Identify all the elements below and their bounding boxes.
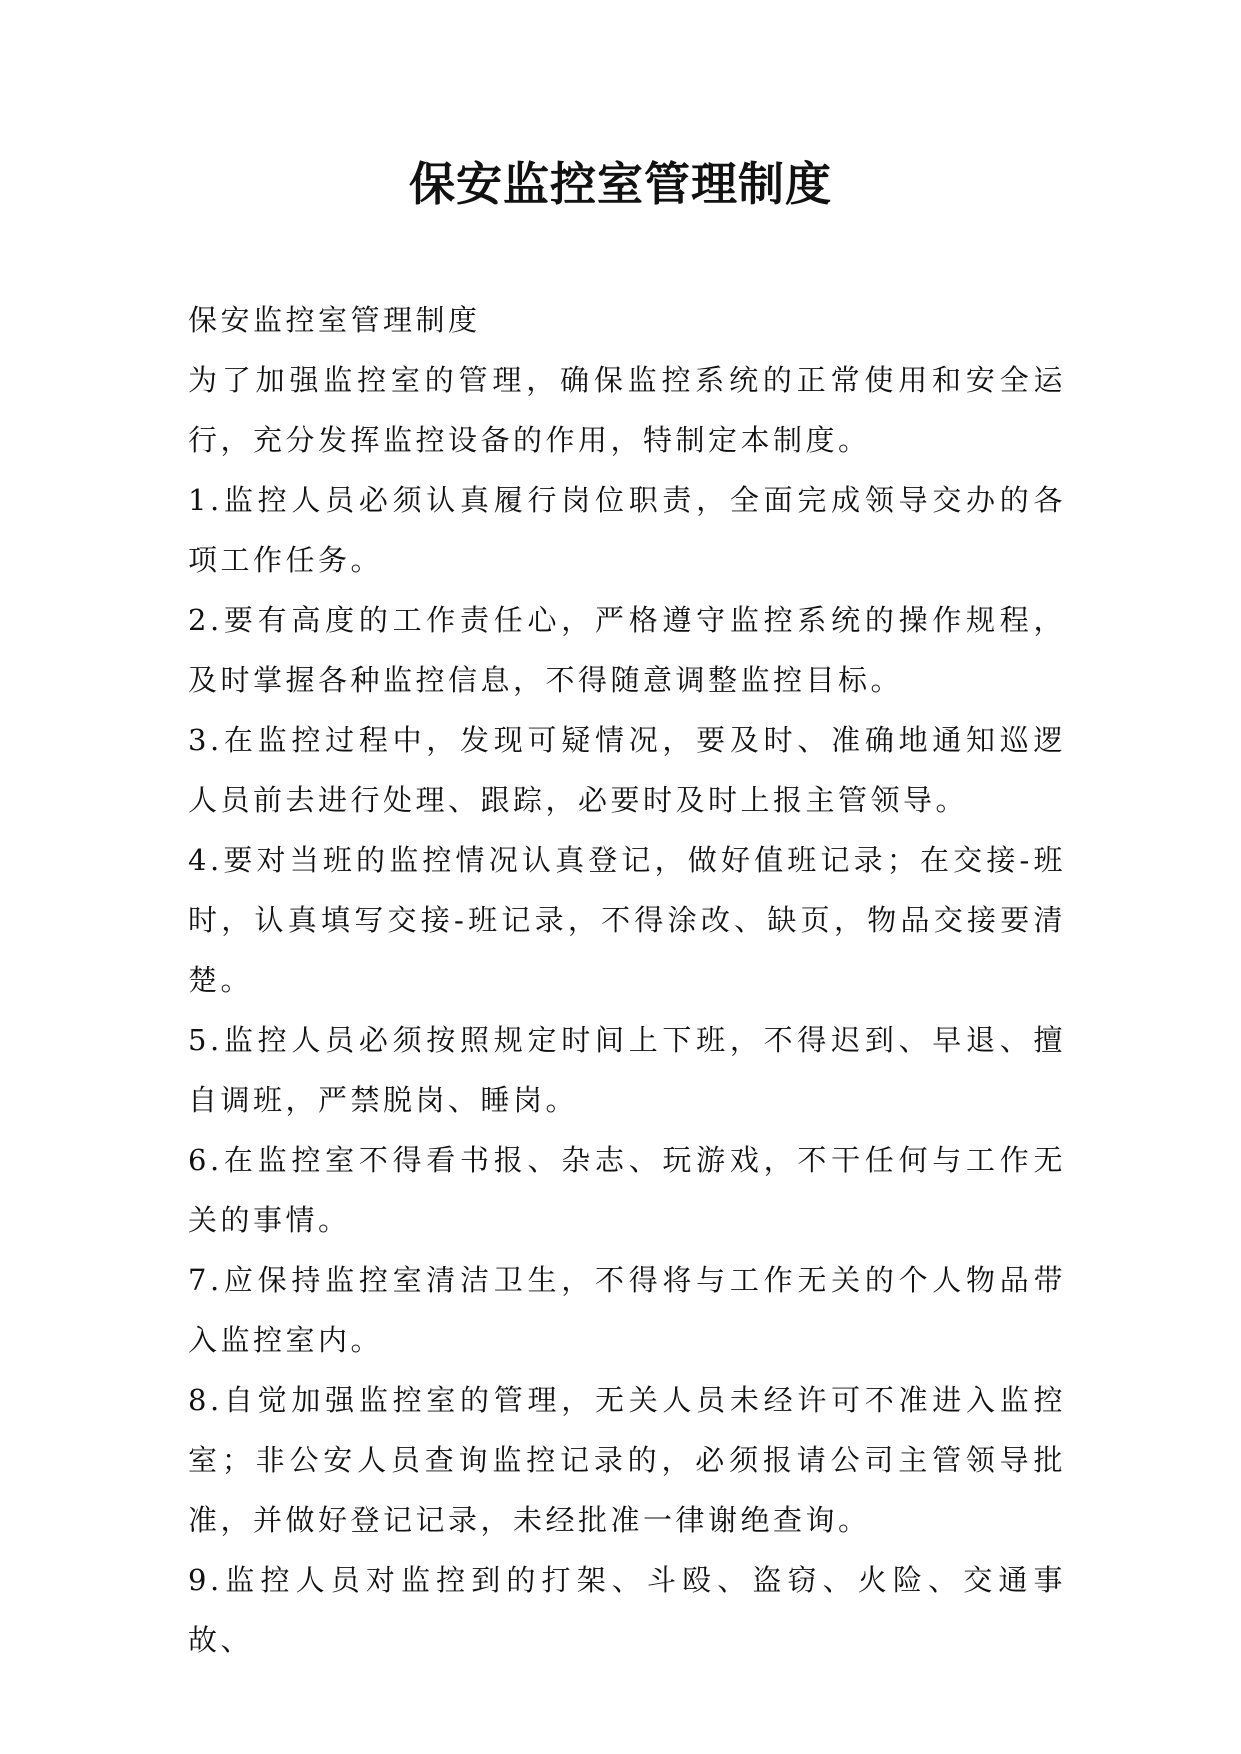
document-title: 保安监控室管理制度 [409,157,832,211]
paragraph-item-5: 5.监控人员必须按照规定时间上下班，不得迟到、早退、擅自调班，严禁脱岗、睡岗。 [188,1023,1066,1117]
paragraph-heading: 保安监控室管理制度 [188,303,481,337]
paragraph-item-9: 9.监控人员对监控到的打架、斗殴、盗窃、火险、交通事故、 [188,1563,1066,1657]
paragraph-item-4: 4.要对当班的监控情况认真登记，做好值班记录；在交接-班时，认真填写交接-班记录，不得涂改、缺页，物品交接要清楚。 [188,843,1066,997]
paragraph-item-8: 8.自觉加强监控室的管理，无关人员未经许可不准进入监控室；非公安人员查询监控记录的，必须报请公司主管领导批准，并做好登记记录，未经批准一律谢绝查询。 [188,1383,1066,1537]
paragraph-item-6: 6.在监控室不得看书报、杂志、玩游戏，不干任何与工作无关的事情。 [188,1143,1066,1237]
paragraph-item-7: 7.应保持监控室清洁卫生，不得将与工作无关的个人物品带入监控室内。 [188,1263,1066,1357]
paragraph-intro: 为了加强监控室的管理，确保监控系统的正常使用和安全运行，充分发挥监控设备的作用，特制定本制度。 [188,363,1066,457]
paragraph-item-1: 1.监控人员必须认真履行岗位职责，全面完成领导交办的各项工作任务。 [188,483,1066,577]
paragraph-item-2: 2.要有高度的工作责任心，严格遵守监控系统的操作规程，及时掌握各种监控信息，不得随意调整监控目标。 [188,603,1066,697]
document-body [188,290,1066,1670]
paragraph-item-3: 3.在监控过程中，发现可疑情况，要及时、准确地通知巡逻人员前去进行处理、跟踪，必要时及时上报主管领导。 [188,723,1066,817]
